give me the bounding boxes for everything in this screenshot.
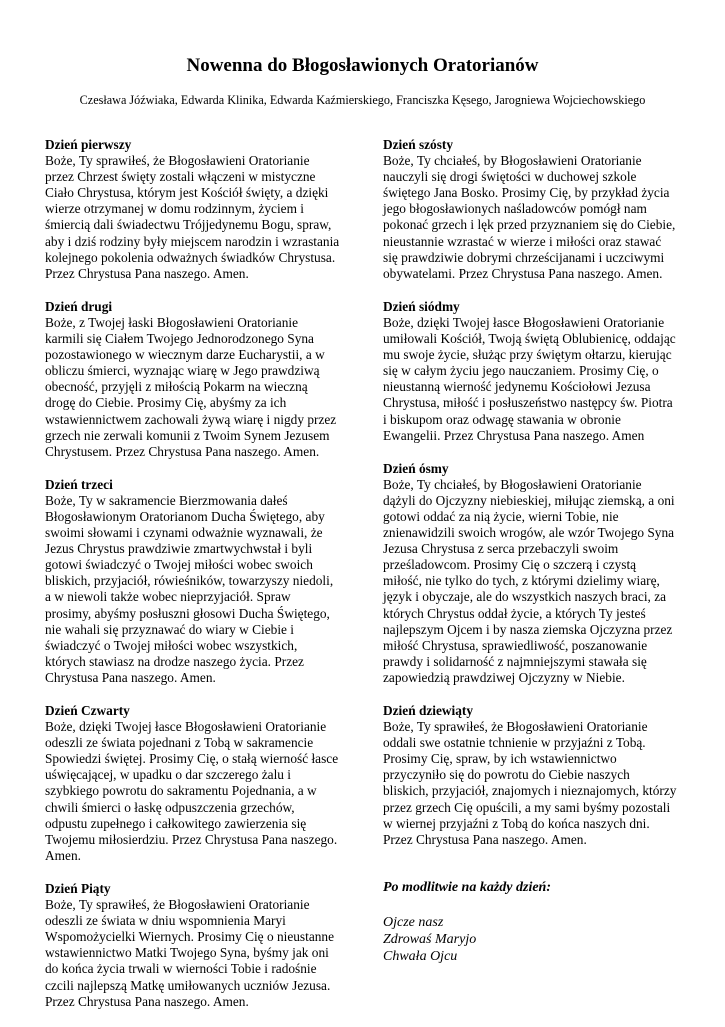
- day-heading: Dzień drugi: [45, 298, 113, 314]
- prayer-text: Boże, Ty w sakramencie Bierzmowania dałeś Błogosławionym Oratorianom Ducha Świętego, aby swoimi słowami i czynami odważnie wyznawali, że Jezus Chrystus prawdziwie zmartwychwstał i byli gotowi świadczyć o Twojej miłości wobec swoich bliskich, przyjaciół, rówieśników, towarzyszy niedoli, a w niewoli także wobec nieprzyjaciół. Spraw prosimy, abyśmy posłuszni głosowi Ducha Świętego, nie wahali się przyznawać do wiary w Ciebie i świadczyć o Twojej miłości wobec wszystkich, których stawiasz na drodze naszego życia. Przez Chrystusa Pana naszego. Amen.: [45, 492, 334, 685]
- prayer-text: Boże, Ty chciałeś, by Błogosławieni Oratorianie dążyli do Ojczyzny niebieskiej, miłując ziemską, a oni gotowi oddać za nią życie, wierni Tobie, nie znienawidzili swoich wrogów, ale wzór Twojego Syna Jezusa Chrystusa z serca przebaczyli swoim prześladowcom. Prosimy Cię o szczerą i czystą miłość, nie tylko do tych, z którymi dzielimy wiarę, język i obyczaje, ale do wszystkich naszych braci, za których Chrystus oddał życie, a których Ty jesteś najlepszym Ojcem i by nasza ziemska Ojczyzna przez miłość Chrystusa, sprawiedliwość, poszanowanie prawdy i solidarność z najmniejszymi stawała się zapowiedzią prawdziwej Ojczyzny w Niebie.: [383, 476, 675, 685]
- day-heading: Dzień dziewiąty: [383, 703, 474, 718]
- day-heading: Dzień trzeci: [45, 476, 113, 492]
- closing-prayer-item: Ojcze nasz: [383, 914, 444, 930]
- day-section: [383, 137, 683, 282]
- day-heading: Dzień szósty: [383, 137, 454, 152]
- day-section: [45, 881, 357, 1010]
- page-title: Nowenna do Błogosławionych Oratorianów: [186, 55, 539, 76]
- left-column: [45, 137, 357, 1027]
- closing-prayer-item: Zdrowaś Maryjo: [383, 932, 477, 948]
- day-heading: Dzień siódmy: [383, 298, 460, 314]
- day-heading: Dzień ósmy: [383, 460, 449, 476]
- prayer-text: Boże, Ty sprawiłeś, że Błogosławieni Oratorianie oddali swe ostatnie tchnienie w przyjaźni z Tobą. Prosimy Cię, spraw, by ich wstawiennictwo przyczyniło się do powrotu do Ciebie naszych bliskich, przyjaciół, znajomych i nieznajomych, którzy przez grzech Cię opuścili, a my sami byśmy pozostali w wiernej przyjaźni z Tobą do końca naszych dni. Przez Chrystusa Pana naszego. Amen.: [383, 719, 677, 847]
- prayer-text: Boże, z Twojej łaski Błogosławieni Oratorianie karmili się Ciałem Twojego Jednorodzonego Syna pozostawionego w wiecznym darze Eucharystii, a w obliczu śmierci, wyznając wiarę w Jego prawdziwą obecność, przyjęli z miłością Pokarm na wieczną drogę do Ciebie. Prosimy Cię, abyśmy za ich wstawiennictwem zachowali żywą wiarę i nigdy przez grzech nie zerwali komunii z Twoim Synem Jezusem Chrystusem. Przez Chrystusa Pana naszego. Amen.: [45, 314, 337, 459]
- day-section: [45, 137, 357, 282]
- day-section: [383, 703, 683, 848]
- right-column: [383, 137, 683, 966]
- day-section: [45, 299, 357, 460]
- day-section: [45, 477, 357, 686]
- day-heading: Dzień Czwarty: [45, 703, 130, 718]
- closing-prayer-item: Chwała Ojcu: [383, 949, 458, 965]
- prayer-text: Boże, dzięki Twojej łasce Błogosławieni Oratorianie umiłowali Kościół, Twoją świętą Oblubienicę, oddając mu swoje życie, służąc przy świętym ołtarzu, kierując się w całym życiu jego nauczaniem. Prosimy Cię, o nieustanną wierność jedynemu Kościołowi Jezusa Chrystusa, miłość i posłuszeństwo następcy św. Piotra i biskupom oraz odwagę stawania w obronie Ewangelii. Przez Chrystusa Pana naszego. Amen: [383, 314, 676, 443]
- authors-line: Czesława Jóźwiaka, Edwarda Klinika, Edwarda Kaźmierskiego, Franciszka Kęsego, Jarogniewa Wojciechowskiego: [79, 93, 646, 107]
- day-section: [383, 461, 683, 686]
- prayer-text: Boże, Ty sprawiłeś, że Błogosławieni Oratorianie przez Chrzest święty zostali włączeni w mistyczne Ciało Chrystusa, którym jest Kościół święty, a dzięki wierze otrzymanej w domu rodzinnym, życiem i śmiercią dali świadectwu Trójjedynemu Bogu, spraw, aby i dziś rodziny były miejscem narodzin i wzrastania kolejnego pokolenia odważnych świadków Chrystusa. Przez Chrystusa Pana naszego. Amen.: [45, 153, 340, 281]
- prayer-text: Boże, Ty sprawiłeś, że Błogosławieni Oratorianie odeszli ze świata w dniu wspomnienia Maryi Wspomożycielki Wiernych. Prosimy Cię o nieustanne wstawiennictwo Matki Twojego Syna, byśmy jak oni do końca życia trwali w wierności Tobie i radośnie czcili najlepszą Matkę umiłowanych uczniów Jezusa. Przez Chrystusa Pana naszego. Amen.: [45, 897, 335, 1009]
- closing-title: Po modlitwie na każdy dzień:: [383, 879, 551, 895]
- day-heading: Dzień pierwszy: [45, 137, 132, 152]
- day-heading: Dzień Piąty: [45, 880, 111, 896]
- prayer-text: Boże, dzięki Twojej łasce Błogosławieni Oratorianie odeszli ze świata pojednani z Tobą w sakramencie Spowiedzi świętej. Prosimy Cię, o stałą wierność łasce uświęcającej, w upadku o dar szczerego żalu i szybkiego powrotu do sakramentu Pojednania, a w chwili śmierci o łaskę odpuszczenia grzechów, odpustu zupełnego i całkowitego zawierzenia się Twojemu miłosierdziu. Przez Chrystusa Pana naszego. Amen.: [45, 719, 339, 863]
- closing-prayers: [383, 879, 683, 966]
- prayer-text: Boże, Ty chciałeś, by Błogosławieni Oratorianie nauczyli się drogi świętości w duchowej szkole świętego Jana Bosko. Prosimy Cię, by przykład życia jego błogosławionych naśladowców pomógł nam pokonać grzech i lęk przed przyznaniem się do Ciebie, nieustannie wzrastać w wierze i miłości oraz stawać się prawdziwie dobrymi chrześcijanami i uczciwymi obywatelami. Przez Chrystusa Pana naszego. Amen.: [383, 153, 676, 281]
- day-section: [383, 299, 683, 444]
- day-section: [45, 703, 357, 864]
